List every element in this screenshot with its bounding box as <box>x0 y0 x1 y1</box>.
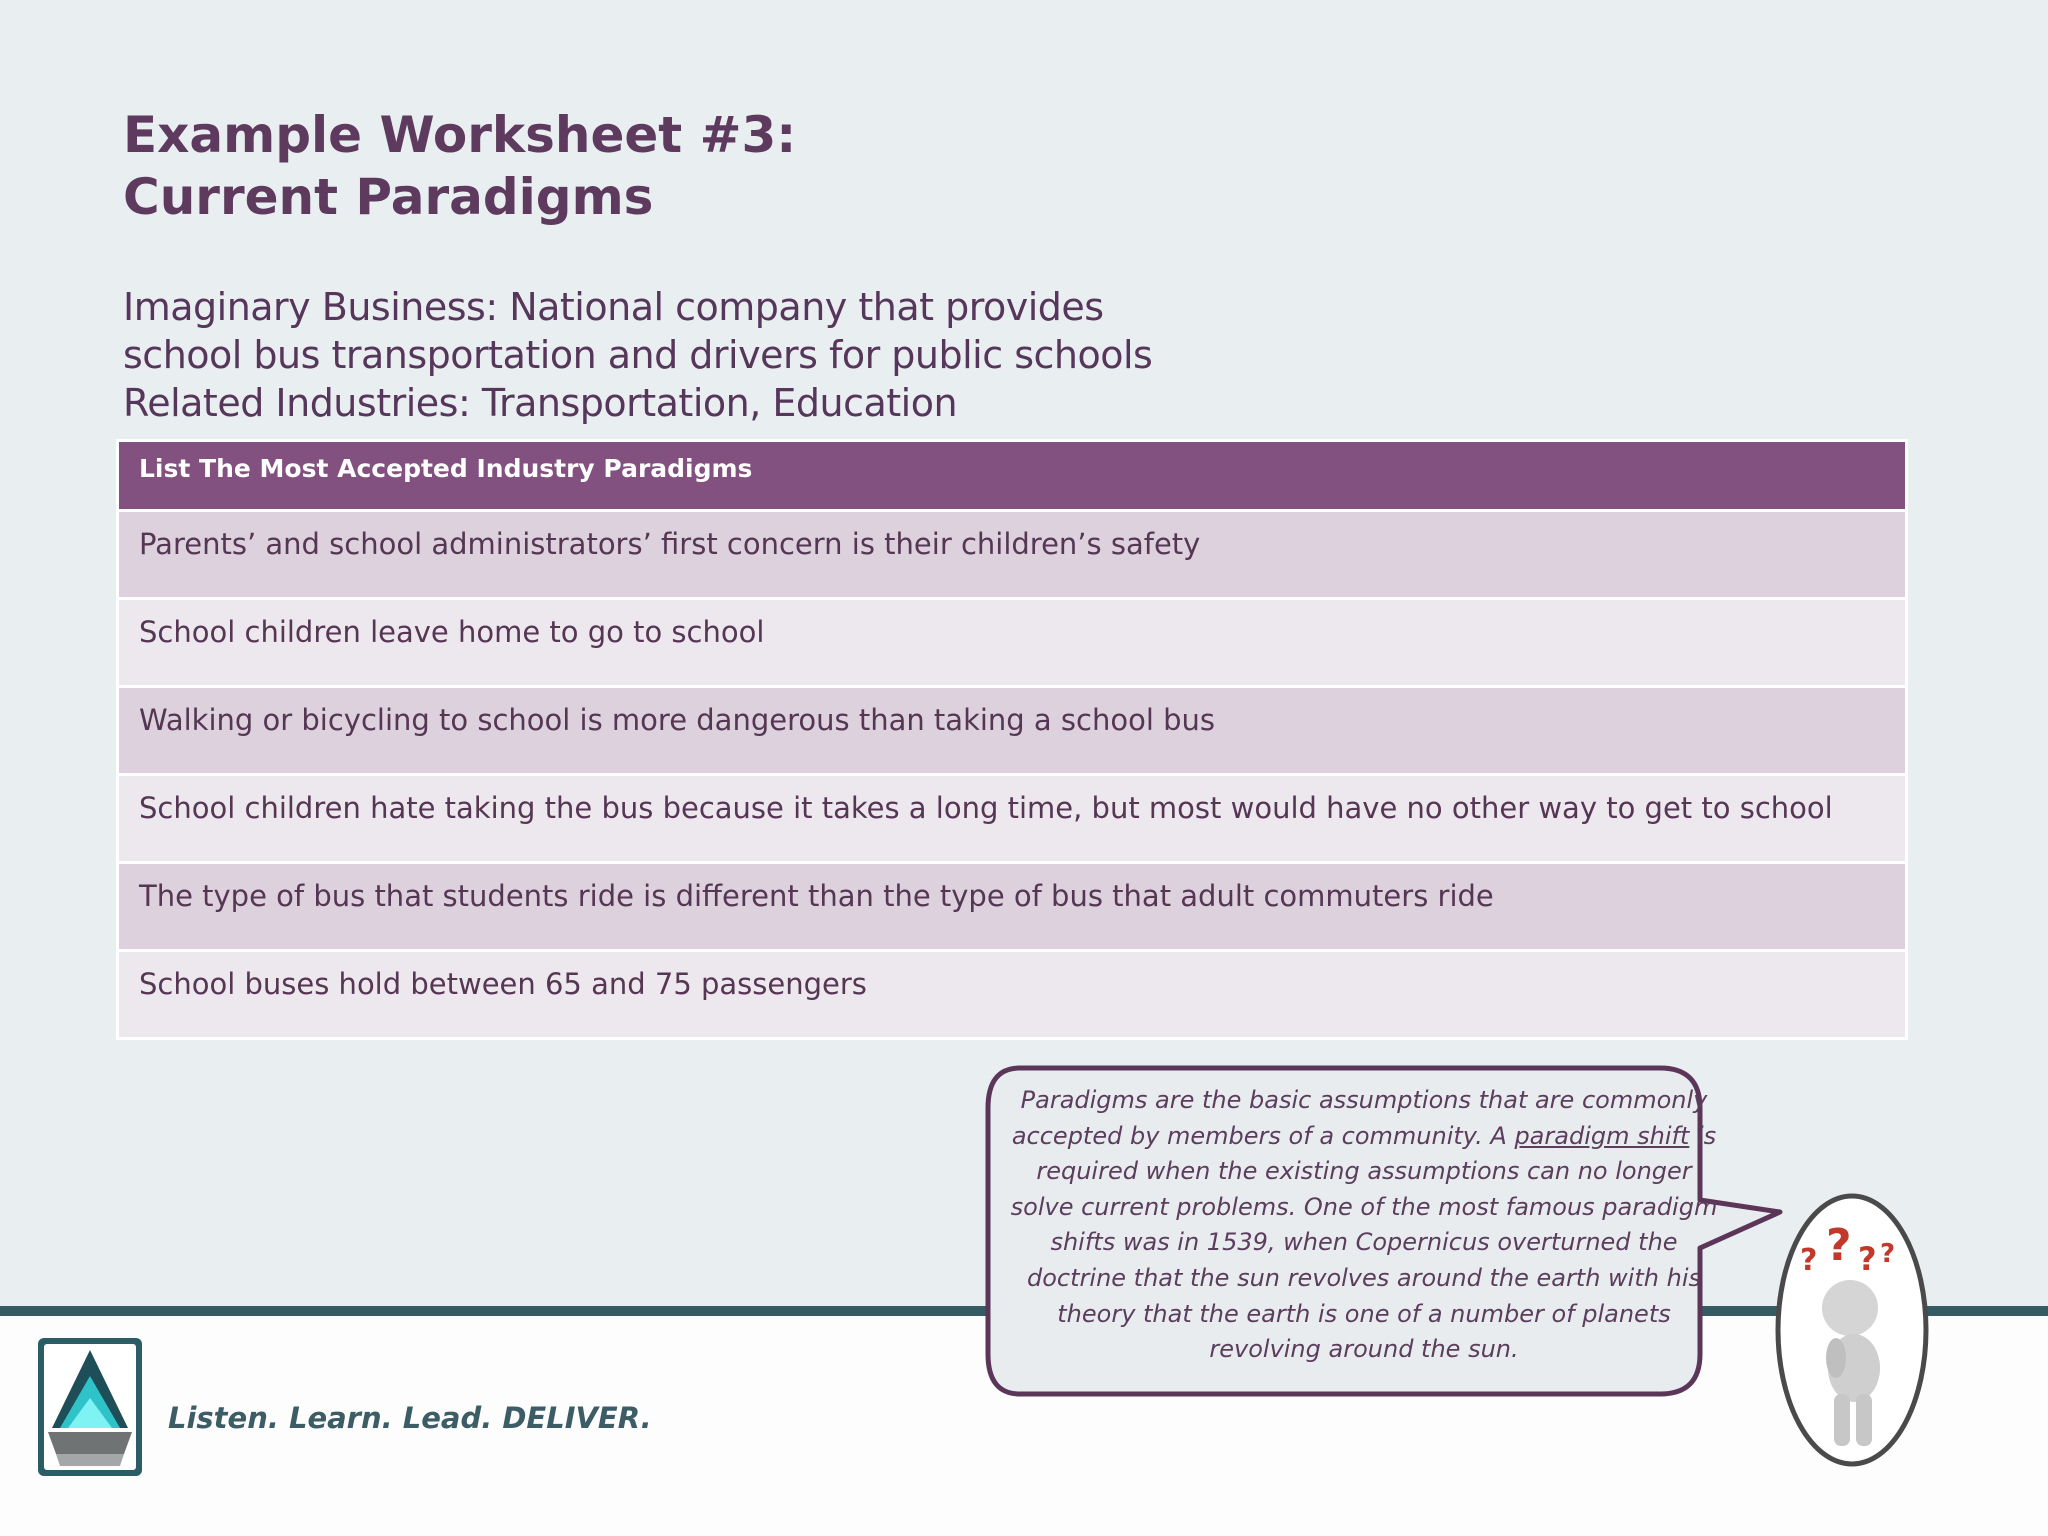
title-line-1: Example Worksheet #3: <box>123 106 797 164</box>
table-row <box>118 687 1907 775</box>
table-cell: The type of bus that students ride is different than the type of bus that adult commuters ride <box>118 863 1907 951</box>
table-row <box>118 951 1907 1039</box>
paradigms-table <box>116 439 1908 1040</box>
svg-text:?: ? <box>1880 1239 1896 1269</box>
table-row <box>118 511 1907 599</box>
table-header: List The Most Accepted Industry Paradigms <box>118 441 1907 511</box>
tagline: Listen. Learn. Lead. DELIVER. <box>168 1401 652 1435</box>
title-line-2: Current Paradigms <box>123 168 654 226</box>
business-description <box>123 283 1423 427</box>
table-cell: School children leave home to go to school <box>118 599 1907 687</box>
svg-text:?: ? <box>1826 1220 1852 1271</box>
thinking-person-question-marks-icon <box>1772 1190 1932 1470</box>
table-row <box>118 599 1907 687</box>
definition-text-end: is required when the existing assumptions can no longer solve current problems. One of the most famous paradigm shifts was in 1539, when Copernicus overturned the doctrine that the sun revolves around the earth with his theory that the earth is one of a number of planets revolving around the sun. <box>1010 1121 1718 1364</box>
table-cell: School children hate taking the bus because it takes a long time, but most would have no other way to get to school <box>118 775 1907 863</box>
paradigm-definition <box>1004 1083 1724 1368</box>
business-line-1: Imaginary Business: National company that provides <box>123 285 1104 329</box>
table-row <box>118 863 1907 951</box>
business-line-2: school bus transportation and drivers for public schools <box>123 333 1153 377</box>
svg-text:?: ? <box>1858 1240 1877 1278</box>
table-cell: Parents’ and school administrators’ first concern is their children’s safety <box>118 511 1907 599</box>
industries-line: Related Industries: Transportation, Education <box>123 381 958 425</box>
svg-text:?: ? <box>1800 1243 1818 1278</box>
table-cell: School buses hold between 65 and 75 passengers <box>118 951 1907 1039</box>
layered-pyramid-logo-icon <box>36 1336 144 1478</box>
table-cell: Walking or bicycling to school is more dangerous than taking a school bus <box>118 687 1907 775</box>
table-row <box>118 775 1907 863</box>
page-title <box>123 104 1323 228</box>
paradigm-shift-term: paradigm shift <box>1514 1121 1690 1150</box>
definition-text-start: Paradigms are the basic assumptions that are commonly accepted by members of a community. A <box>1011 1086 1708 1150</box>
